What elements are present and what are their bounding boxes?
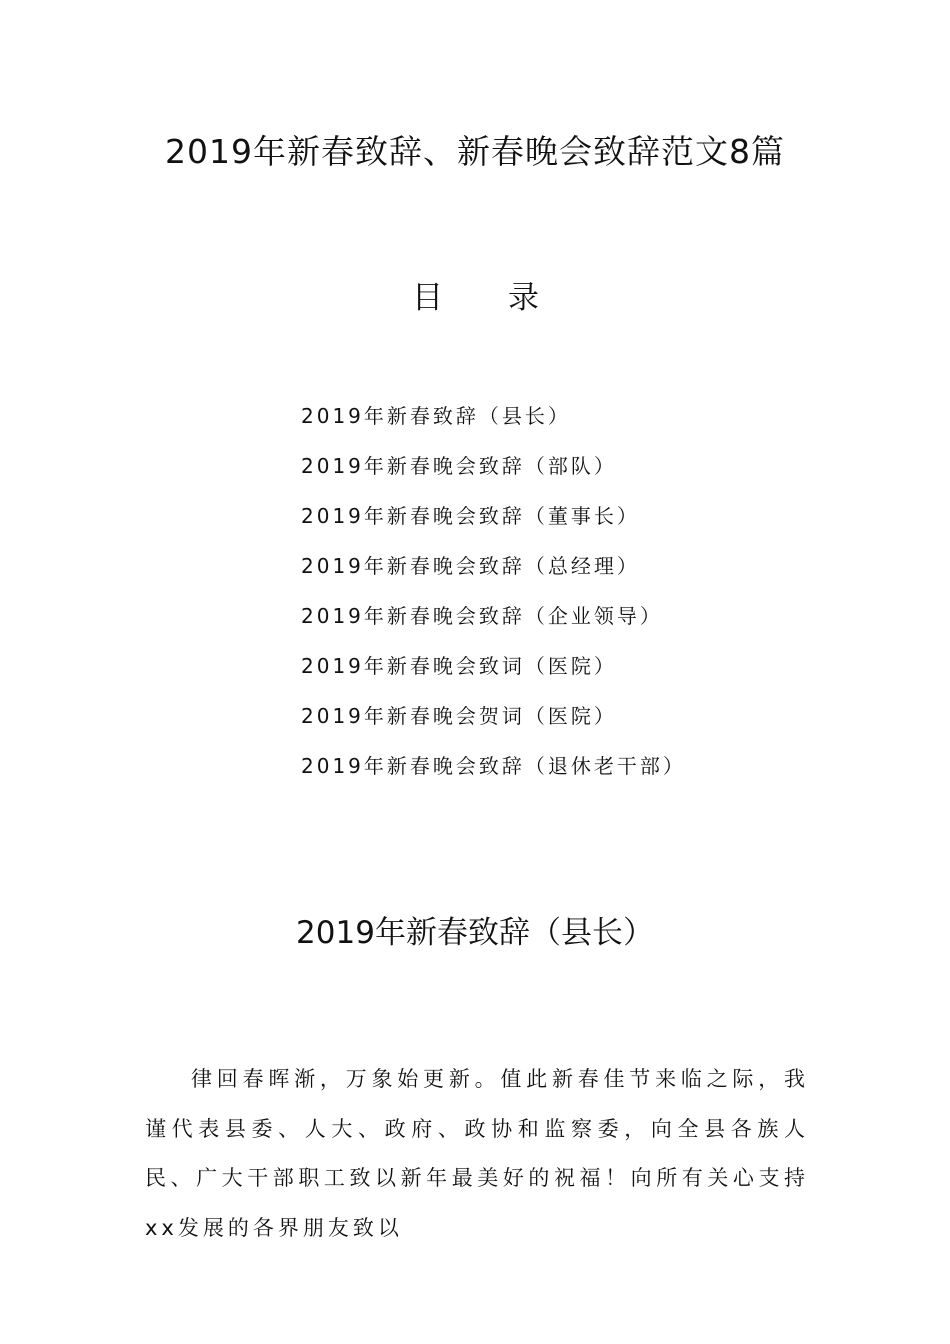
toc-item: 2019年新春晚会致辞（董事长） (301, 504, 640, 528)
toc-item: 2019年新春晚会致辞（企业领导） (301, 604, 663, 628)
toc-item: 2019年新春致辞（县长） (301, 404, 571, 428)
body-paragraph: 律回春晖渐，万象始更新。值此新春佳节来临之际，我谨代表县委、人大、政府、政协和监察委，向全县各族人民、广大干部职工致以新年最美好的祝福！向所有关心支持xx发展的各界朋友致以 (145, 1067, 809, 1240)
toc-item: 2019年新春晚会贺词（医院） (301, 704, 617, 728)
toc-heading (0, 276, 950, 320)
section-title: 2019年新春致辞（县长） (296, 915, 654, 951)
toc-item: 2019年新春晚会致辞（部队） (301, 454, 617, 478)
table-of-contents (301, 398, 686, 798)
document-title: 2019年新春致辞、新春晚会致辞范文8篇 (165, 132, 785, 171)
toc-heading-char-2: 录 (508, 280, 539, 316)
toc-item: 2019年新春晚会致辞（退休老干部） (301, 754, 686, 778)
toc-item: 2019年新春晚会致词（医院） (301, 654, 617, 678)
toc-heading-char-1: 目 (412, 280, 443, 316)
toc-item: 2019年新春晚会致辞（总经理） (301, 554, 640, 578)
